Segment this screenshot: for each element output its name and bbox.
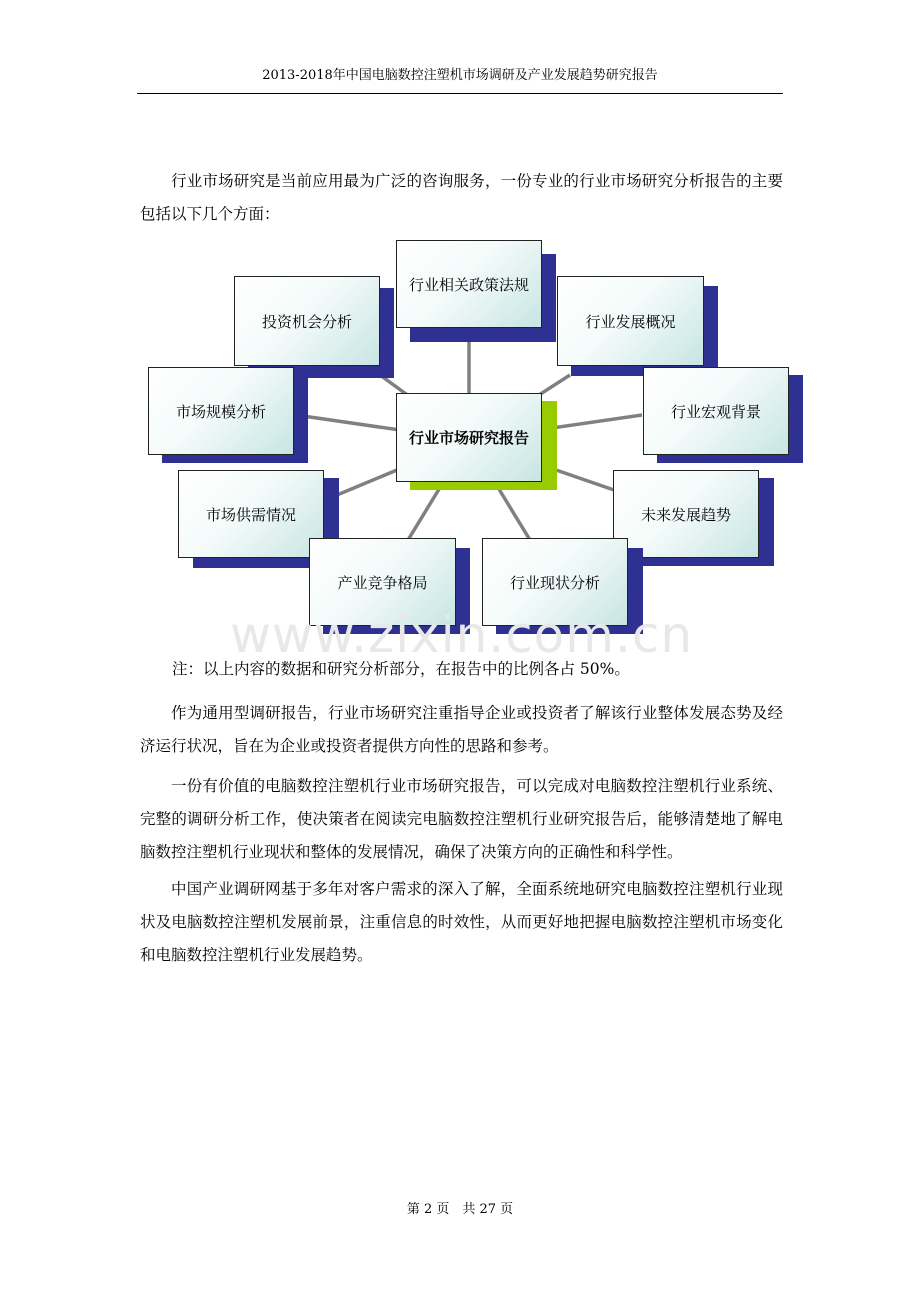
- node-supply: [178, 470, 324, 558]
- body-paragraph: 一份有价值的电脑数控注塑机行业市场研究报告，可以完成对电脑数控注塑机行业系统、完整的调研分析工作，使决策者在阅读完电脑数控注塑机行业研究报告后，能够清楚地了解电脑数控注塑机行业现状和整体的发展情况，确保了决策方向的正确性和科学性。: [140, 777, 783, 861]
- center-node-label: 行业市场研究报告: [408, 429, 529, 447]
- node-label: 行业发展概况: [585, 312, 676, 331]
- node-label: 行业宏观背景: [670, 402, 761, 421]
- node-label: 产业竞争格局: [337, 573, 428, 592]
- node-scale: [148, 367, 294, 455]
- node-macro: [643, 367, 789, 455]
- watermark-text: www.zixin.com.cn: [230, 606, 694, 664]
- page-footer: 第 2 页 共 27 页: [406, 1202, 514, 1217]
- note-text: 注：以上内容的数据和研究分析部分，在报告中的比例各占 50%。: [172, 660, 630, 678]
- body-paragraph: 作为通用型调研报告，行业市场研究注重指导企业或投资者了解该行业整体发展态势及经济运行状况，旨在为企业或投资者提供方向性的思路和参考。: [140, 704, 783, 755]
- node-label: 市场规模分析: [175, 402, 266, 421]
- node-label: 行业相关政策法规: [408, 275, 529, 294]
- node-development: [557, 276, 704, 366]
- node-future: [613, 470, 759, 558]
- node-investment: [234, 276, 380, 366]
- node-label: 行业现状分析: [509, 573, 600, 592]
- page-header-title: 2013-2018年中国电脑数控注塑机市场调研及产业发展趋势研究报告: [262, 68, 658, 83]
- node-policy: [396, 240, 542, 328]
- report-structure-diagram: [0, 0, 920, 640]
- node-label: 投资机会分析: [261, 312, 352, 331]
- node-label: 未来发展趋势: [640, 505, 731, 524]
- body-paragraph: 中国产业调研网基于多年对客户需求的深入了解，全面系统地研究电脑数控注塑机行业现状及电脑数控注塑机发展前景，注重信息的时效性，从而更好地把握电脑数控注塑机市场变化和电脑数控注塑机行业发展趋势。: [140, 880, 783, 964]
- node-label: 市场供需情况: [205, 505, 296, 524]
- intro-paragraph: 行业市场研究是当前应用最为广泛的咨询服务，一份专业的行业市场研究分析报告的主要包括以下几个方面：: [140, 172, 783, 223]
- center-node: [396, 393, 542, 482]
